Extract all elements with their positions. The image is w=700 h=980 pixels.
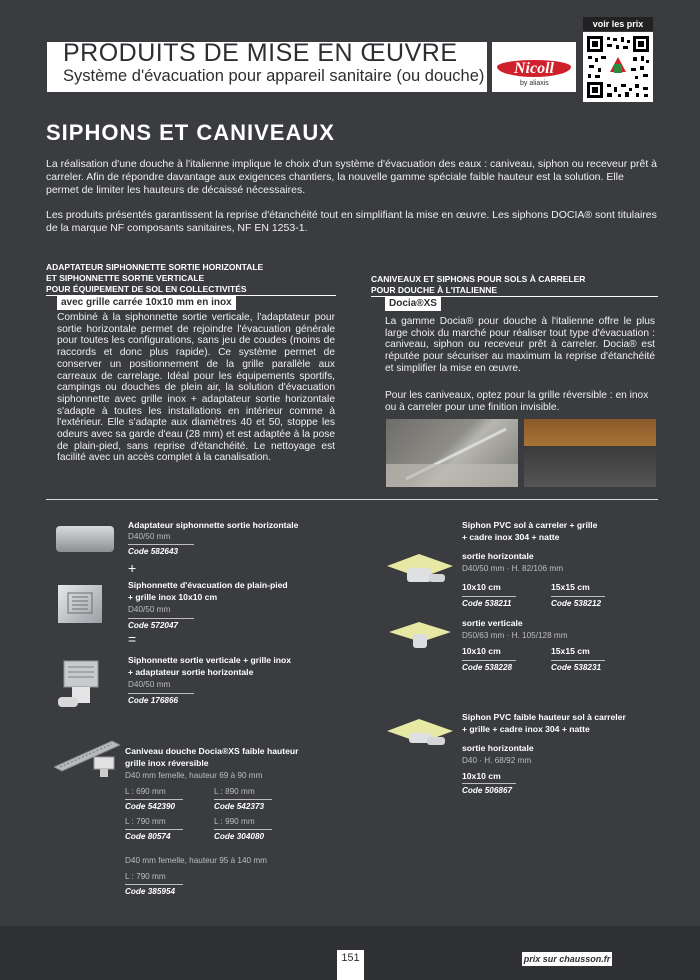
page-subtitle: Système d'évacuation pour appareil sanitaire (ou douche) bbox=[63, 67, 485, 85]
p5-size-1b: 15x15 cm bbox=[551, 582, 590, 592]
square-grate-icon bbox=[58, 585, 102, 623]
intro-paragraph-1: La réalisation d'une douche à l'italienne implique le choix d'un système d'évacuation des eaux : caniveau, siphon ou receveur prêt à carreler. Afin de répondre davantage aux exigences chantiers, la nouvelle gamme spéciale faible hauteur est la solution. Elle permet de limiter les hauteurs de décaissé nécessaires. bbox=[46, 158, 657, 196]
p2-code: Code 572047 bbox=[128, 618, 194, 631]
p5-code-1b: Code 538212 bbox=[551, 596, 605, 609]
price-link[interactable]: prix sur chausson.fr bbox=[523, 954, 611, 964]
channel-drain-icon bbox=[54, 737, 120, 795]
p3-spec: D40/50 mm bbox=[128, 680, 171, 689]
page-title: PRODUITS DE MISE EN ŒUVRE bbox=[63, 39, 458, 67]
qr-code[interactable] bbox=[583, 32, 653, 102]
p5-code-2a: Code 538228 bbox=[462, 660, 516, 673]
p5-name-1: Siphon PVC sol à carreler + grille bbox=[462, 520, 598, 530]
channel-drain-image bbox=[54, 737, 120, 795]
p4-code-4: Code 304080 bbox=[214, 829, 272, 842]
shower-photo-tiled bbox=[524, 419, 656, 487]
p6-spec: D40 · H. 68/92 mm bbox=[462, 756, 532, 765]
siphon-grate-image bbox=[58, 585, 102, 623]
p3-code: Code 176866 bbox=[128, 693, 194, 706]
p3-name-2: + adaptateur sortie horizontale bbox=[128, 667, 254, 677]
right-body-text-1: La gamme Docia® pour douche à l'italienne offre le plus large choix du marché pour réaliser tout type d'évacuation : caniveau, siphon ou receveur prêt à carreler. Docia® est réputée pour sécuriser au maximum la reprise d'étanchéité et simplifier la mise en œuvre. bbox=[385, 316, 655, 374]
siphon-pvc-icon bbox=[385, 550, 455, 590]
intro-paragraph-2: Les produits présentés garantissent la reprise d'étanchéité tout en simplifiant la mise en œuvre. Les siphons DOCIA® sont titulaires de la marque NF composants sanitaires, NF EN 1253-1. bbox=[46, 209, 657, 234]
p4-code-3: Code 80574 bbox=[125, 829, 183, 842]
left-label-3: POUR ÉQUIPEMENT DE SOL EN COLLECTIVITÉS bbox=[46, 284, 247, 294]
p4-length-5: L : 790 mm bbox=[125, 872, 166, 881]
p2-name-1: Siphonnette d'évacuation de plain-pied bbox=[128, 580, 288, 590]
left-tag: avec grille carrée 10x10 mm en inox bbox=[57, 296, 236, 310]
p4-length-2: L : 890 mm bbox=[214, 787, 255, 796]
p4-length-4: L : 990 mm bbox=[214, 817, 255, 826]
left-label-2: ET SIPHONNETTE SORTIE VERTICALE bbox=[46, 273, 205, 283]
p1-spec: D40/50 mm bbox=[128, 532, 171, 541]
shower-photo-inox bbox=[386, 419, 518, 487]
siphon-assembly-icon bbox=[58, 659, 106, 713]
section-title: SIPHONS ET CANIVEAUX bbox=[46, 120, 335, 145]
p1-code: Code 582643 bbox=[128, 544, 194, 557]
p5-spec-2: D50/63 mm · H. 105/128 mm bbox=[462, 631, 568, 640]
brand-byline: by aliaxis bbox=[520, 80, 549, 87]
p4-code-5: Code 385954 bbox=[125, 884, 183, 897]
siphon-vertical-icon bbox=[387, 620, 453, 650]
p6-sub: sortie horizontale bbox=[462, 743, 534, 753]
p2-name-2: + grille inox 10x10 cm bbox=[128, 592, 218, 602]
p5-size-1a: 10x10 cm bbox=[462, 582, 501, 592]
adapter-image bbox=[56, 526, 114, 552]
p5-code-1a: Code 538211 bbox=[462, 596, 516, 609]
p5-spec-1: D40/50 mm · H. 82/106 mm bbox=[462, 564, 564, 573]
p4-code-1: Code 542390 bbox=[125, 799, 183, 812]
siphon-pvc-h-image bbox=[385, 550, 455, 590]
right-body-text-2: Pour les caniveaux, optez pour la grille réversible : en inox ou à carreler pour une finition invisible. bbox=[385, 390, 649, 413]
right-label-1: CANIVEAUX ET SIPHONS POUR SOLS À CARRELER bbox=[371, 274, 586, 284]
p6-name-1: Siphon PVC faible hauteur sol à carreler bbox=[462, 712, 626, 722]
p5-name-2: + cadre inox 304 + natte bbox=[462, 532, 560, 542]
right-label-2: POUR DOUCHE À L'ITALIENNE bbox=[371, 285, 498, 295]
p5-size-2a: 10x10 cm bbox=[462, 646, 501, 656]
right-tag: Docia®XS bbox=[385, 297, 441, 311]
p6-name-2: + grille + cadre inox 304 + natte bbox=[462, 724, 590, 734]
section-separator bbox=[46, 499, 658, 500]
p4-spec-1: D40 mm femelle, hauteur 69 à 90 mm bbox=[125, 771, 263, 780]
p5-sub-2: sortie verticale bbox=[462, 618, 523, 628]
p3-name-1: Siphonnette sortie verticale + grille inox bbox=[128, 655, 292, 665]
qr-label: voir les prix bbox=[583, 17, 653, 31]
drain-grate-icon bbox=[386, 419, 518, 487]
equals-symbol: = bbox=[128, 631, 137, 647]
p5-size-2b: 15x15 cm bbox=[551, 646, 590, 656]
brand-logo: Nicoll bbox=[497, 60, 571, 77]
qr-code-icon bbox=[583, 32, 653, 102]
siphon-pvc-v-image bbox=[387, 620, 453, 650]
p4-name-2: grille inox réversible bbox=[125, 758, 209, 768]
p6-code: Code 506867 bbox=[462, 783, 516, 796]
siphon-adapter-image bbox=[58, 659, 106, 713]
p4-length-1: L : 690 mm bbox=[125, 787, 166, 796]
p4-name-1: Caniveau douche Docia®XS faible hauteur bbox=[125, 746, 299, 756]
left-body-text: Combiné à la siphonnette sortie verticale, l'adaptateur pour sortie horizontale permet de rejoindre l'évacuation générale pour toutes les configurations, sans jeu de coudes (moins de raccords et donc plus rapide). Ce système permet de conserver un positionnement de la grille parallèle aux carreaux de carrelage. Idéal pour les équipements sportifs, campings ou douches de plein air, la solution d'évacuation siphonnette avec grille inox + adaptateur sortie horizontale s'adapte à toutes les installations en intérieur comme à l'extérieur. Elle s'adapte aux diamètres 40 et 50, stoppe les odeurs avec sa garde d'eau (28 mm) et est adaptée à la pose de plain-pied, sans reprise d'étanchéité. Le nettoyage est facilité avec un accès complet à la canalisation. bbox=[57, 312, 335, 464]
p4-length-3: L : 790 mm bbox=[125, 817, 166, 826]
p4-spec-2: D40 mm femelle, hauteur 95 à 140 mm bbox=[125, 856, 267, 865]
page-number: 151 bbox=[337, 950, 364, 980]
plus-symbol: + bbox=[128, 560, 137, 576]
p2-spec: D40/50 mm bbox=[128, 605, 171, 614]
p5-sub-1: sortie horizontale bbox=[462, 551, 534, 561]
p6-size: 10x10 cm bbox=[462, 771, 501, 781]
siphon-low-icon bbox=[385, 717, 455, 751]
p1-name: Adaptateur siphonnette sortie horizontale bbox=[128, 520, 299, 530]
siphon-low-image bbox=[385, 717, 455, 751]
left-label-1: ADAPTATEUR SIPHONNETTE SORTIE HORIZONTALE bbox=[46, 262, 264, 272]
p4-code-2: Code 542373 bbox=[214, 799, 272, 812]
p5-code-2b: Code 538231 bbox=[551, 660, 605, 673]
